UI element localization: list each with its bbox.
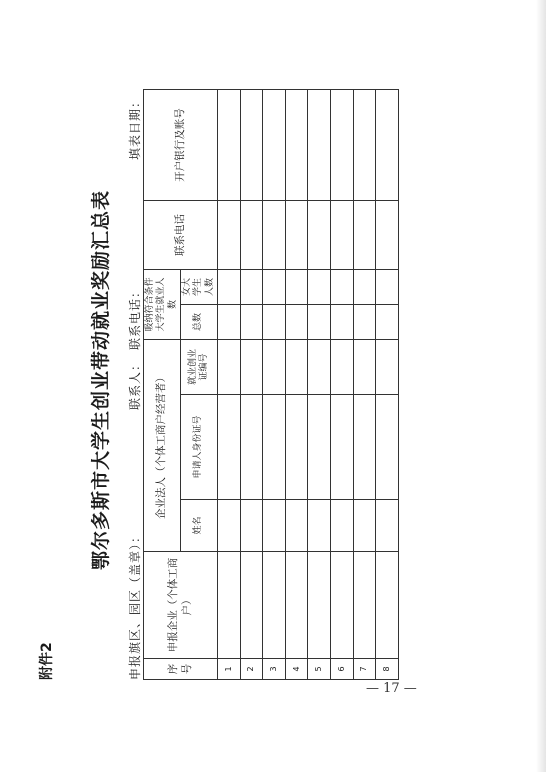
header-row-1 [144,89,181,679]
empty-cell [376,200,399,269]
table-row [308,89,331,679]
header-seq-label: 序号 [167,663,193,675]
row-number: 2 [240,659,263,680]
empty-cell [218,552,241,659]
empty-cell [218,304,241,339]
empty-cell [353,339,376,394]
empty-cell [263,339,286,394]
empty-cell [263,304,286,339]
empty-cell [376,552,399,659]
empty-cell [240,395,263,500]
header-legal-person: 企业法人（个体工商户经营者） [144,339,181,551]
header-bank: 开户银行及账号 [144,89,218,200]
table-row [376,89,399,679]
table-row [218,89,241,679]
empty-cell [330,200,353,269]
empty-cell [376,500,399,552]
empty-cell [263,200,286,269]
header-employment-cert [181,339,218,394]
page-number: — 17 — [366,681,417,696]
fill-date-label: 填表日期： [128,94,142,160]
empty-cell [376,304,399,339]
header-female-label: 女大学生人数 [182,277,215,296]
empty-cell [376,269,399,304]
empty-cell [308,89,331,200]
table-body [218,89,399,679]
empty-cell [308,304,331,339]
empty-cell [330,89,353,200]
empty-cell [308,552,331,659]
table-row [240,89,263,679]
empty-cell [330,339,353,394]
empty-cell [353,552,376,659]
row-number: 1 [218,659,241,680]
empty-cell [240,89,263,200]
empty-cell [330,395,353,500]
empty-cell [353,269,376,304]
empty-cell [218,89,241,200]
empty-cell [376,395,399,500]
row-number: 3 [263,659,286,680]
empty-cell [330,304,353,339]
table-row [263,89,286,679]
header-hired [144,269,181,339]
empty-cell [263,269,286,304]
table-row [330,89,353,679]
empty-cell [218,200,241,269]
header-total: 总数 [181,304,218,339]
empty-cell [218,339,241,394]
empty-cell [353,200,376,269]
header-name: 姓名 [181,500,218,552]
empty-cell [353,395,376,500]
empty-cell [240,200,263,269]
empty-cell [285,89,308,200]
page-edge-shadow [536,0,546,772]
summary-table [143,89,399,680]
empty-cell [285,304,308,339]
empty-cell [218,500,241,552]
empty-cell [285,552,308,659]
row-number: 4 [285,659,308,680]
applicant-field-label: 申报旗区、园区（盖章）： [128,529,142,680]
empty-cell [308,500,331,552]
empty-cell [330,269,353,304]
empty-cell [330,552,353,659]
header-phone: 联系电话 [144,200,218,269]
header-company: 申报企业（个体工商户） [144,552,218,659]
row-number: 6 [330,659,353,680]
empty-cell [218,395,241,500]
contact-phone-label: 联系电话： [128,284,142,350]
empty-cell [240,552,263,659]
form-title: 鄂尔多斯市大学生创业带动就业奖励汇总表 [90,190,112,571]
row-number: 8 [376,659,399,680]
empty-cell [285,395,308,500]
empty-cell [240,304,263,339]
row-number: 5 [308,659,331,680]
table-row [353,89,376,679]
header-hired-label: 吸纳符合条件大学生就业人数 [145,277,178,332]
empty-cell [308,200,331,269]
empty-cell [285,269,308,304]
empty-cell [285,500,308,552]
empty-cell [308,269,331,304]
empty-cell [376,89,399,200]
empty-cell [353,304,376,339]
empty-cell [308,395,331,500]
empty-cell [376,339,399,394]
contact-person-label: 联系人： [128,357,142,410]
empty-cell [263,395,286,500]
empty-cell [263,500,286,552]
header-female [181,269,218,304]
empty-cell [218,269,241,304]
attachment-label: 附件2 [39,642,55,680]
empty-cell [263,552,286,659]
table-row [285,89,308,679]
empty-cell [285,339,308,394]
empty-cell [353,89,376,200]
empty-cell [308,339,331,394]
header-id-number: 申请人身份证号 [181,395,218,500]
landscape-form [36,80,436,680]
empty-cell [285,200,308,269]
header-employment-cert-label: 就业创业证编号 [187,349,209,386]
empty-cell [263,89,286,200]
empty-cell [353,500,376,552]
empty-cell [240,339,263,394]
empty-cell [240,500,263,552]
header-seq [144,659,218,680]
empty-cell [240,269,263,304]
empty-cell [330,500,353,552]
row-number: 7 [353,659,376,680]
